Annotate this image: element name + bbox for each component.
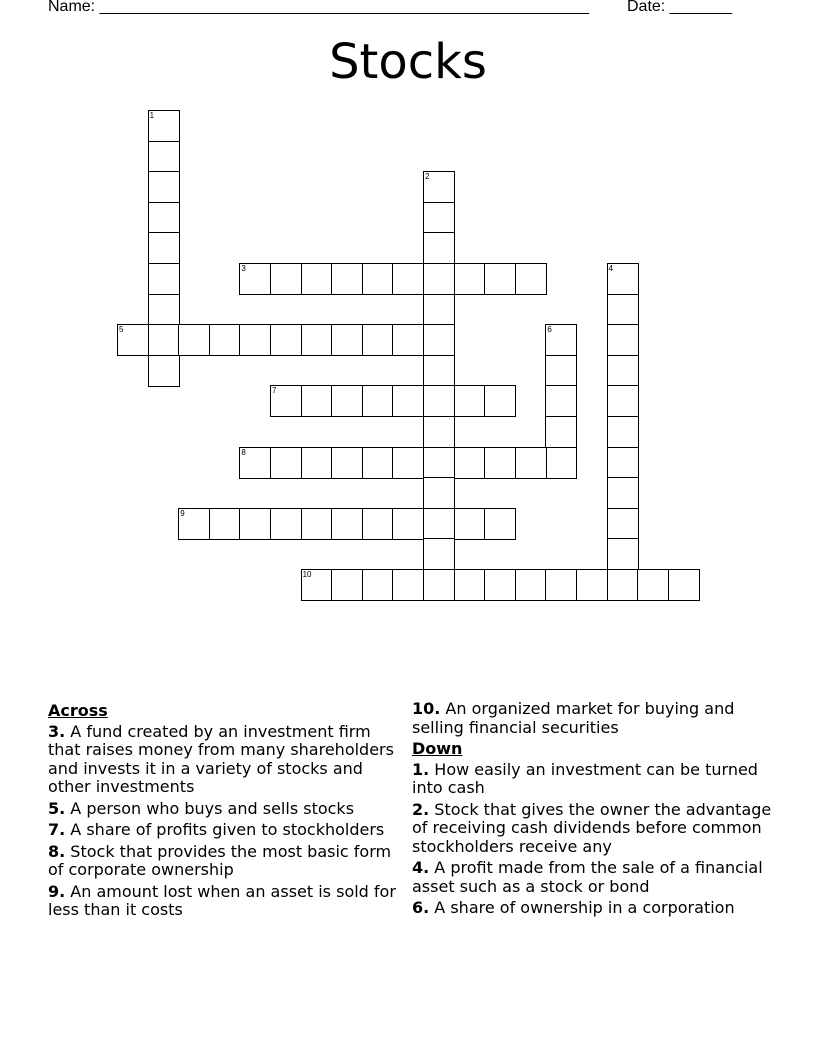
grid-cell[interactable] (148, 171, 180, 203)
grid-cell[interactable] (607, 447, 639, 479)
clue-across-7: 7. A share of profits given to stockholders (48, 820, 385, 839)
grid-cell[interactable] (454, 385, 486, 417)
clue-down-6: 6. A share of ownership in a corporation (412, 898, 735, 917)
grid-cell[interactable] (423, 477, 455, 509)
grid-cell[interactable] (362, 385, 394, 417)
clue-down-4: 4. A profit made from the sale of a financial asset such as a stock or bond (412, 858, 763, 896)
grid-cell[interactable] (423, 447, 455, 479)
clue-across-3: 3. A fund created by an investment firm that raises money from many shareholders and invests it in a variety of stocks and other investments (48, 721, 394, 796)
grid-cell[interactable] (209, 508, 241, 540)
grid-cell[interactable] (331, 508, 363, 540)
grid-cell[interactable] (270, 385, 302, 417)
clue-number: 10 (302, 570, 312, 579)
clue-across-10: 10. An organized market for buying and selling financial securities (412, 699, 735, 737)
grid-cell[interactable] (392, 263, 424, 295)
grid-cell[interactable] (576, 569, 608, 601)
clue-down-1: 1. How easily an investment can be turned into cash (412, 759, 758, 797)
grid-cell[interactable] (423, 416, 455, 448)
grid-cell[interactable] (423, 294, 455, 326)
grid-cell[interactable] (607, 385, 639, 417)
grid-cell[interactable] (331, 447, 363, 479)
grid-cell[interactable] (423, 355, 455, 387)
grid-cell[interactable] (239, 447, 271, 479)
clue-number: 3 (241, 264, 246, 273)
grid-cell[interactable] (392, 569, 424, 601)
grid-cell[interactable] (454, 447, 486, 479)
clue-number: 8 (241, 447, 246, 457)
grid-cell[interactable] (178, 324, 210, 356)
grid-cell[interactable] (484, 447, 516, 479)
grid-cell[interactable] (392, 508, 424, 540)
grid-cell[interactable] (209, 324, 241, 356)
grid-cell[interactable] (392, 324, 424, 356)
grid-cell[interactable] (668, 569, 700, 601)
grid-cell[interactable] (331, 263, 363, 295)
grid-cell[interactable] (454, 508, 486, 540)
clue-number: 1 (149, 111, 155, 120)
clues-left-column (48, 700, 408, 923)
clue-number: 5 (119, 325, 124, 335)
grid-cell[interactable] (301, 263, 333, 295)
grid-cell[interactable] (270, 324, 302, 356)
grid-cell[interactable] (392, 385, 424, 417)
grid-cell[interactable] (148, 110, 180, 142)
grid-cell[interactable] (607, 294, 639, 326)
grid-cell[interactable] (362, 263, 394, 295)
clue-across-9: 9. An amount lost when an asset is sold for less than it costs (48, 881, 396, 919)
grid-cell[interactable] (545, 416, 577, 448)
grid-cell[interactable] (607, 569, 639, 601)
grid-cell[interactable] (270, 447, 302, 479)
grid-cell[interactable] (637, 569, 669, 601)
grid-cell[interactable] (423, 385, 455, 417)
grid-cell[interactable] (607, 477, 639, 509)
clue-number: 4 (608, 264, 614, 273)
grid-cell[interactable] (607, 355, 639, 387)
grid-cell[interactable] (239, 324, 271, 356)
grid-cell[interactable] (484, 508, 516, 540)
grid-cell[interactable] (239, 508, 271, 540)
grid-cell[interactable] (148, 355, 180, 387)
grid-cell[interactable] (545, 569, 577, 601)
grid-cell[interactable] (607, 416, 639, 448)
grid-cell[interactable] (423, 202, 455, 234)
clue-down-2: 2. Stock that gives the owner the advantage of receiving cash dividends before common stockholders receive any (412, 799, 772, 856)
page-title: Stocks (329, 34, 487, 90)
grid-cell[interactable] (362, 447, 394, 479)
grid-cell[interactable] (423, 171, 455, 203)
grid-cell[interactable] (148, 324, 180, 356)
grid-cell[interactable] (362, 569, 394, 601)
grid-cell[interactable] (301, 324, 333, 356)
grid-cell[interactable] (484, 385, 516, 417)
grid-cell[interactable] (484, 263, 516, 295)
grid-cell[interactable] (148, 202, 180, 234)
grid-cell[interactable] (270, 263, 302, 295)
grid-cell[interactable] (392, 447, 424, 479)
grid-cell[interactable] (545, 385, 577, 417)
grid-cell[interactable] (515, 447, 547, 479)
grid-cell[interactable] (301, 385, 333, 417)
grid-cell[interactable] (423, 508, 455, 540)
grid-cell[interactable] (331, 324, 363, 356)
grid-cell[interactable] (607, 263, 639, 295)
grid-cell[interactable] (117, 324, 149, 356)
grid-cell[interactable] (607, 508, 639, 540)
date-field-label: Date: _______ (627, 0, 732, 15)
grid-cell[interactable] (423, 263, 455, 295)
grid-cell[interactable] (362, 508, 394, 540)
grid-cell[interactable] (484, 569, 516, 601)
clue-number: 2 (425, 172, 430, 182)
clue-across-8: 8. Stock that provides the most basic form of corporate ownership (48, 841, 392, 879)
grid-cell[interactable] (270, 508, 302, 540)
down-heading: Down (412, 739, 463, 758)
clues-right-column (412, 700, 772, 921)
clue-number: 6 (547, 325, 552, 335)
grid-cell[interactable] (331, 385, 363, 417)
grid-cell[interactable] (331, 569, 363, 601)
grid-cell[interactable] (545, 355, 577, 387)
grid-cell[interactable] (515, 569, 547, 601)
across-heading: Across (48, 701, 108, 720)
grid-cell[interactable] (239, 263, 271, 295)
clue-number: 9 (180, 508, 185, 518)
grid-cell[interactable] (301, 447, 333, 479)
grid-cell[interactable] (545, 324, 577, 356)
grid-cell[interactable] (423, 324, 455, 356)
grid-cell[interactable] (423, 569, 455, 601)
grid-cell[interactable] (148, 141, 180, 173)
grid-cell[interactable] (515, 263, 547, 295)
grid-cell[interactable] (607, 324, 639, 356)
grid-cell[interactable] (607, 538, 639, 570)
grid-cell[interactable] (423, 232, 455, 264)
grid-cell[interactable] (454, 569, 486, 601)
grid-cell[interactable] (454, 263, 486, 295)
grid-cell[interactable] (178, 508, 210, 540)
grid-cell[interactable] (423, 538, 455, 570)
clue-across-5: 5. A person who buys and sells stocks (48, 798, 355, 818)
grid-cell[interactable] (148, 294, 180, 326)
grid-cell[interactable] (301, 508, 333, 540)
grid-cell[interactable] (545, 447, 577, 479)
name-field-label: Name: _______________________________________________________ (48, 0, 589, 15)
clue-number: 7 (272, 386, 277, 396)
grid-cell[interactable] (148, 263, 180, 295)
grid-cell[interactable] (362, 324, 394, 356)
grid-cell[interactable] (301, 569, 333, 601)
grid-cell[interactable] (148, 232, 180, 264)
